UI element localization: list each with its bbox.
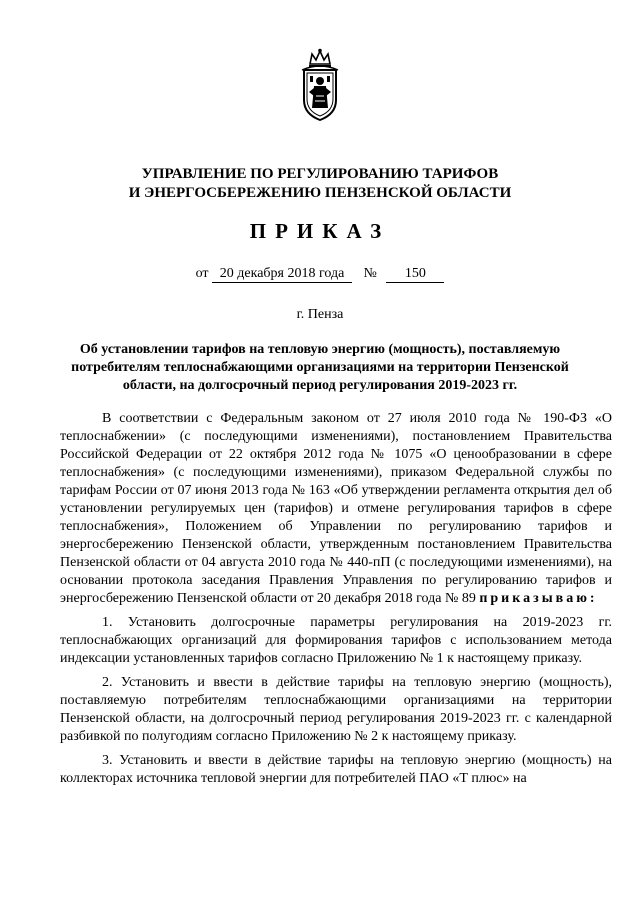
order-item-2: 2. Установить и ввести в действие тарифы на тепловую энергию (мощность), поставляемую потребителям теплоснабжающими организациями на территории Пензенской области, на долгосрочный период регулирования 2019-2023 гг. с календарной разбивкой по полугодиям согласно Приложению № 2 к настоящему приказу.: [60, 675, 612, 744]
document-number: 150: [386, 266, 444, 283]
date-number-line: [0, 265, 640, 283]
organization-name-line-2: И ЭНЕРГОСБЕРЕЖЕНИЮ ПЕНЗЕНСКОЙ ОБЛАСТИ: [128, 185, 512, 201]
coat-of-arms-emblem: [296, 48, 344, 122]
document-type-title: ПРИКАЗ: [249, 219, 391, 243]
organization-name-line-1: УПРАВЛЕНИЕ ПО РЕГУЛИРОВАНИЮ ТАРИФОВ: [141, 166, 499, 182]
document-date: 20 декабря 2018 года: [212, 266, 352, 283]
order-item-3: 3. Установить и ввести в действие тарифы на тепловую энергию (мощность) на коллекторах источника тепловой энергии для потребителей ПАО «Т плюс» на: [60, 753, 612, 786]
preamble-text: В соответствии с Федеральным законом от 27 июля 2010 года № 190-ФЗ «О теплоснабжении» (с последующими изменениями), постановлением Правительства Российской Федерации от 22 октября 2012 года № 1075 «О ценообразовании в сфере теплоснабжения» (с последующими изменениями), приказом Федеральной службы по тарифам России от 07 июня 2013 года № 163 «Об утверждении регламента открытия дел об установлении регулируемых цен (тарифов) и отмене регулирования тарифов в сфере теплоснабжения», Положением об Управлении по регулированию тарифов и энергосбережению Пензенской области, утвержденным постановлением Правительства Пензенской области от 04 августа 2010 года № 440-пП (с последующими изменениями), на основании протокола заседания Правления Управления по регулированию тарифов и энергосбережению Пензенской области от 20 декабря 2018 года № 89: [60, 411, 612, 606]
date-prefix: от: [195, 266, 209, 281]
number-sign: №: [363, 266, 377, 281]
document-body: [60, 410, 612, 794]
order-item-1: 1. Установить долгосрочные параметры регулирования на 2019-2023 гг. теплоснабжающих организаций для формирования тарифов с использованием метода индексации установленных тарифов согласно Приложению № 1 к настоящему приказу.: [60, 615, 612, 666]
order-word: приказываю:: [479, 591, 598, 606]
document-subject: Об установлении тарифов на тепловую энергию (мощность), поставляемую потребителям теплоснабжающими организациями на территории Пензенской области, на долгосрочный период регулирования 2019-2023 гг.: [71, 342, 569, 393]
organization-name: [0, 165, 640, 203]
city-name: г. Пенза: [296, 307, 344, 322]
preamble-paragraph: [60, 410, 612, 608]
